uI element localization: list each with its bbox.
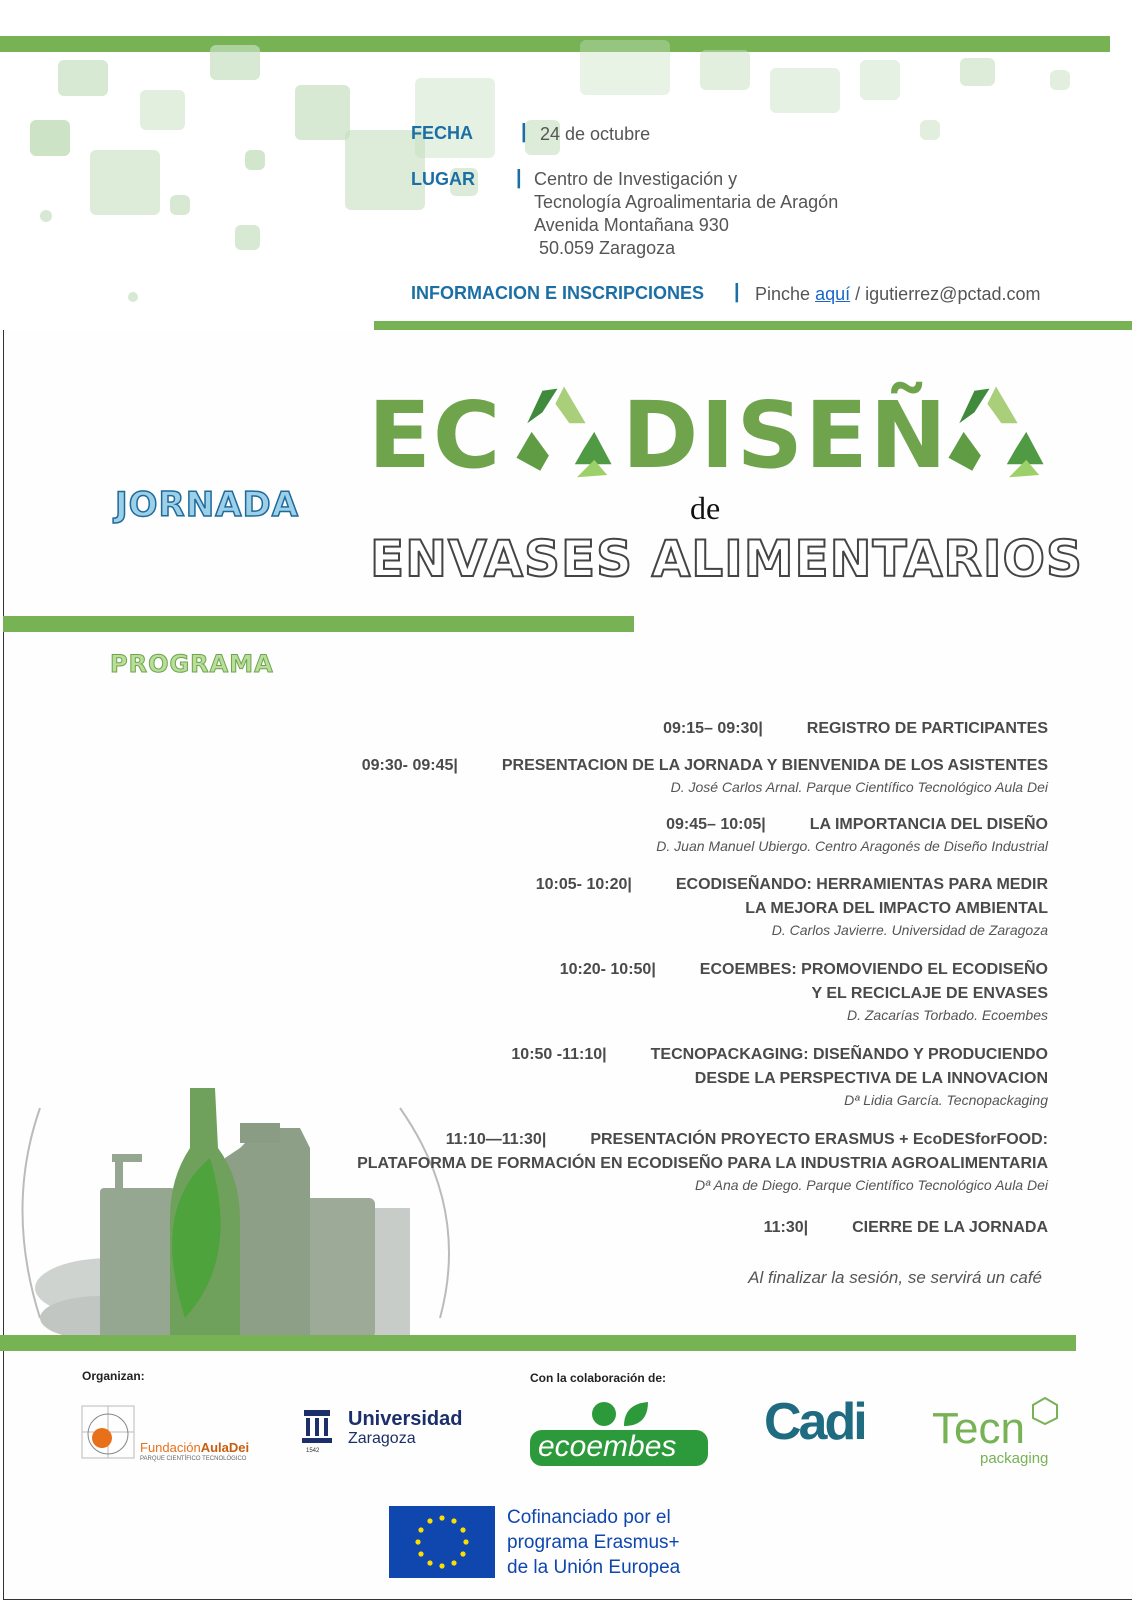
jornada-title: JORNADA (115, 485, 300, 525)
inscripciones-label: INFORMACION E INSCRIPCIONES (411, 283, 705, 303)
inscripciones-separator: | (734, 281, 740, 303)
lugar-line-2: Tecnología Agroalimentaria de Aragón (534, 192, 839, 212)
inscripciones-contact (755, 283, 1041, 306)
program-title: TECNOPACKAGING: DISEÑANDO Y PRODUCIENDO (650, 1046, 1048, 1063)
aula-dei-logo (80, 1404, 265, 1462)
lugar-line-4: 50.059 Zaragoza (534, 238, 676, 258)
lugar-address (534, 168, 838, 260)
pinche-text: Pinche (755, 284, 811, 304)
program-item-5 (560, 958, 1048, 1025)
program-item-2 (362, 754, 1048, 797)
program-time: 09:30- 09:45| (361, 757, 458, 774)
aula-dei-name-b: AulaDei (200, 1440, 250, 1455)
unizar-logo (300, 1408, 470, 1460)
program-speaker: Dª Ana de Diego. Parque Científico Tecnológico Aula Dei (694, 1177, 1048, 1193)
aula-dei-name-a: Fundación (140, 1440, 201, 1455)
program-speaker: D. Zacarías Torbado. Ecoembes (846, 1007, 1048, 1023)
recycle-icon-2 (940, 380, 1052, 488)
ecoembes-leaf-icon (590, 1400, 650, 1430)
eu-stars-icon (389, 1506, 495, 1578)
eu-cofinanced-text (507, 1505, 680, 1580)
tecno-sub: packaging (980, 1450, 1049, 1467)
organizan-label: Organizan: (82, 1369, 145, 1383)
tecno-hexagon-icon (1030, 1396, 1060, 1426)
envases-title: ENVASES ALIMENTARIOS (370, 530, 1084, 588)
program-title-line-2: LA MEJORA DEL IMPACTO AMBIENTAL (745, 900, 1048, 917)
fecha-separator: | (521, 121, 527, 143)
unizar-building-icon (300, 1408, 334, 1448)
program-time: 11:30| (763, 1219, 809, 1236)
program-title: REGISTRO DE PARTICIPANTES (806, 720, 1048, 737)
program-title-line-2: Y EL RECICLAJE DE ENVASES (811, 985, 1048, 1002)
program-item-8 (764, 1216, 1048, 1240)
eco-text: EC (368, 382, 503, 489)
program-title-line-2: PLATAFORMA DE FORMACIÓN EN ECODISEÑO PARA LA INDUSTRIA AGROALIMENTARIA (357, 1155, 1048, 1172)
unizar-city: Zaragoza (348, 1430, 416, 1447)
lugar-label: LUGAR (411, 169, 475, 189)
tecnopackaging-logo (932, 1396, 1072, 1466)
fecha-label: FECHA (411, 123, 473, 143)
program-time: 10:20- 10:50| (559, 961, 656, 978)
top-green-bar (0, 36, 1110, 52)
fecha-value: 24 de octubre (540, 124, 651, 144)
program-speaker: D. José Carlos Arnal. Parque Científico Tecnológico Aula Dei (670, 779, 1048, 795)
programa-bar (3, 616, 634, 632)
ecoembes-logo (530, 1400, 710, 1466)
program-title: PRESENTACIÓN PROYECTO ERASMUS + EcoDESforFOOD: (590, 1131, 1048, 1148)
eu-line-1: Cofinanciado por el (507, 1507, 671, 1528)
program-title: PRESENTACION DE LA JORNADA Y BIENVENIDA DE LOS ASISTENTES (501, 757, 1048, 774)
program-time: 10:50 -11:10| (511, 1046, 607, 1063)
disen-text: DISEÑ (622, 382, 949, 489)
program-item-7 (357, 1128, 1048, 1195)
contact-email[interactable]: igutierrez@pctad.com (865, 284, 1041, 304)
program-speaker: D. Carlos Javierre. Universidad de Zaragoza (771, 922, 1048, 938)
program-speaker: Dª Lidia García. Tecnopackaging (844, 1092, 1048, 1108)
program-title-line-2: DESDE LA PERSPECTIVA DE LA INNOVACION (694, 1070, 1048, 1087)
cafe-note: Al finalizar la sesión, se servirá un café (748, 1268, 1042, 1287)
title-de: de (690, 490, 721, 526)
recycle-icon (508, 380, 620, 488)
cadi-logo: Cadi (764, 1393, 865, 1451)
eu-flag (389, 1506, 495, 1578)
program-time: 09:15– 09:30| (663, 720, 763, 737)
ecoembes-name: ecoembes (538, 1430, 677, 1463)
program-title: LA IMPORTANCIA DEL DISEÑO (809, 816, 1048, 833)
program-item-4 (536, 873, 1048, 940)
unizar-name: Universidad (348, 1408, 463, 1430)
program-title: ECODISEÑANDO: HERRAMIENTAS PARA MEDIR (675, 876, 1048, 893)
aula-dei-sub: PARQUE CIENTÍFICO TECNOLÓGICO (140, 1456, 247, 1462)
program-title: CIERRE DE LA JORNADA (852, 1219, 1048, 1236)
unizar-year: 1542 (306, 1448, 320, 1454)
aula-dei-mark-icon (80, 1404, 136, 1460)
footer-green-bar (0, 1335, 1076, 1351)
packaging-illustration-icon (0, 1088, 460, 1338)
colaboracion-label: Con la colaboración de: (530, 1371, 667, 1385)
aqui-link[interactable]: aquí (815, 284, 851, 304)
program-time: 09:45– 10:05| (666, 816, 766, 833)
tecno-name: Tecn (932, 1404, 1025, 1453)
eu-line-2: programa Erasmus+ (507, 1532, 680, 1553)
program-time: 10:05- 10:20| (535, 876, 632, 893)
eu-line-3: de la Unión Europea (507, 1557, 681, 1578)
program-item-1 (663, 717, 1048, 741)
slash-separator: / (855, 284, 861, 304)
program-item-3 (656, 813, 1048, 856)
lugar-line-1: Centro de Investigación y (534, 169, 738, 189)
program-speaker: D. Juan Manuel Ubiergo. Centro Aragonés de Diseño Industrial (656, 838, 1048, 854)
lugar-separator: | (516, 167, 522, 189)
programa-title: PROGRAMA (110, 650, 274, 678)
program-title: ECOEMBES: PROMOVIENDO EL ECODISEÑO (699, 961, 1048, 978)
program-time: 11:10—11:30| (445, 1131, 547, 1148)
lugar-line-3: Avenida Montañana 930 (534, 215, 729, 235)
program-item-6 (511, 1043, 1048, 1110)
